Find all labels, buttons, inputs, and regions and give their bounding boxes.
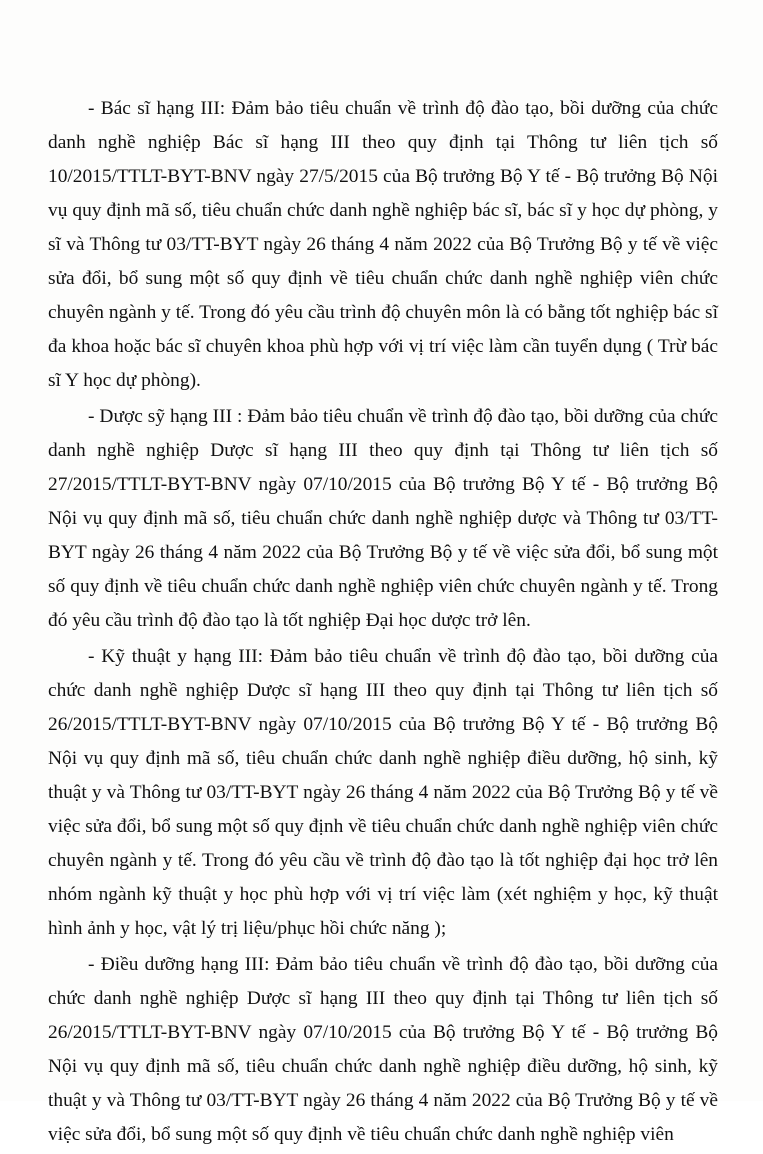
document-body bbox=[48, 92, 718, 1154]
paragraph-dieu-duong-hang-iii: - Điều dưỡng hạng III: Đảm bảo tiêu chuẩn về trình độ đào tạo, bồi dưỡng của chức danh nghề nghiệp Dược sĩ hạng III theo quy định tại Thông tư liên tịch số 26/2015/TTLT-BYT-BNV ngày 07/10/2015 của Bộ trưởng Bộ Y tế - Bộ trưởng Bộ Nội vụ quy định mã số, tiêu chuẩn chức danh nghề nghiệp điều dưỡng, hộ sinh, kỹ thuật y và Thông tư 03/TT-BYT ngày 26 tháng 4 năm 2022 của Bộ Trưởng Bộ y tế về việc sửa đổi, bổ sung một số quy định về tiêu chuẩn chức danh nghề nghiệp viên bbox=[48, 954, 718, 1145]
paragraph-ky-thuat-y-hang-iii: - Kỹ thuật y hạng III: Đảm bảo tiêu chuẩn về trình độ đào tạo, bồi dưỡng của chức danh nghề nghiệp Dược sĩ hạng III theo quy định tại Thông tư liên tịch số 26/2015/TTLT-BYT-BNV ngày 07/10/2015 của Bộ trưởng Bộ Y tế - Bộ trưởng Bộ Nội vụ quy định mã số, tiêu chuẩn chức danh nghề nghiệp điều dưỡng, hộ sinh, kỹ thuật y và Thông tư 03/TT-BYT ngày 26 tháng 4 năm 2022 của Bộ Trưởng Bộ y tế về việc sửa đổi, bổ sung một số quy định về tiêu chuẩn chức danh nghề nghiệp viên chức chuyên ngành y tế. Trong đó yêu cầu về trình độ đào tạo là tốt nghiệp đại học trở lên nhóm ngành kỹ thuật y học phù hợp với vị trí việc làm (xét nghiệm y học, kỹ thuật hình ảnh y học, vật lý trị liệu/phục hồi chức năng ); bbox=[48, 646, 718, 939]
paragraph-duoc-sy-hang-iii: - Dược sỹ hạng III : Đảm bảo tiêu chuẩn về trình độ đào tạo, bồi dưỡng của chức danh nghề nghiệp Dược sĩ hạng III theo quy định tại Thông tư liên tịch số 27/2015/TTLT-BYT-BNV ngày 07/10/2015 của Bộ trưởng Bộ Y tế - Bộ trưởng Bộ Nội vụ quy định mã số, tiêu chuẩn chức danh nghề nghiệp dược và Thông tư 03/TT-BYT ngày 26 tháng 4 năm 2022 của Bộ Trưởng Bộ y tế về việc sửa đổi, bổ sung một số quy định về tiêu chuẩn chức danh nghề nghiệp viên chức chuyên ngành y tế. Trong đó yêu cầu trình độ đào tạo là tốt nghiệp Đại học dược trở lên. bbox=[48, 406, 718, 631]
paragraph-bac-si-hang-iii: - Bác sĩ hạng III: Đảm bảo tiêu chuẩn về trình độ đào tạo, bồi dưỡng của chức danh nghề nghiệp Bác sĩ hạng III theo quy định tại Thông tư liên tịch số 10/2015/TTLT-BYT-BNV ngày 27/5/2015 của Bộ trưởng Bộ Y tế - Bộ trưởng Bộ Nội vụ quy định mã số, tiêu chuẩn chức danh nghề nghiệp bác sĩ, bác sĩ y học dự phòng, y sĩ và Thông tư 03/TT-BYT ngày 26 tháng 4 năm 2022 của Bộ Trưởng Bộ y tế về việc sửa đổi, bổ sung một số quy định về tiêu chuẩn chức danh nghề nghiệp viên chức chuyên ngành y tế. Trong đó yêu cầu trình độ chuyên môn là có bằng tốt nghiệp bác sĩ đa khoa hoặc bác sĩ chuyên khoa phù hợp với vị trí việc làm cần tuyển dụng ( Trừ bác sĩ Y học dự phòng). bbox=[48, 98, 718, 391]
